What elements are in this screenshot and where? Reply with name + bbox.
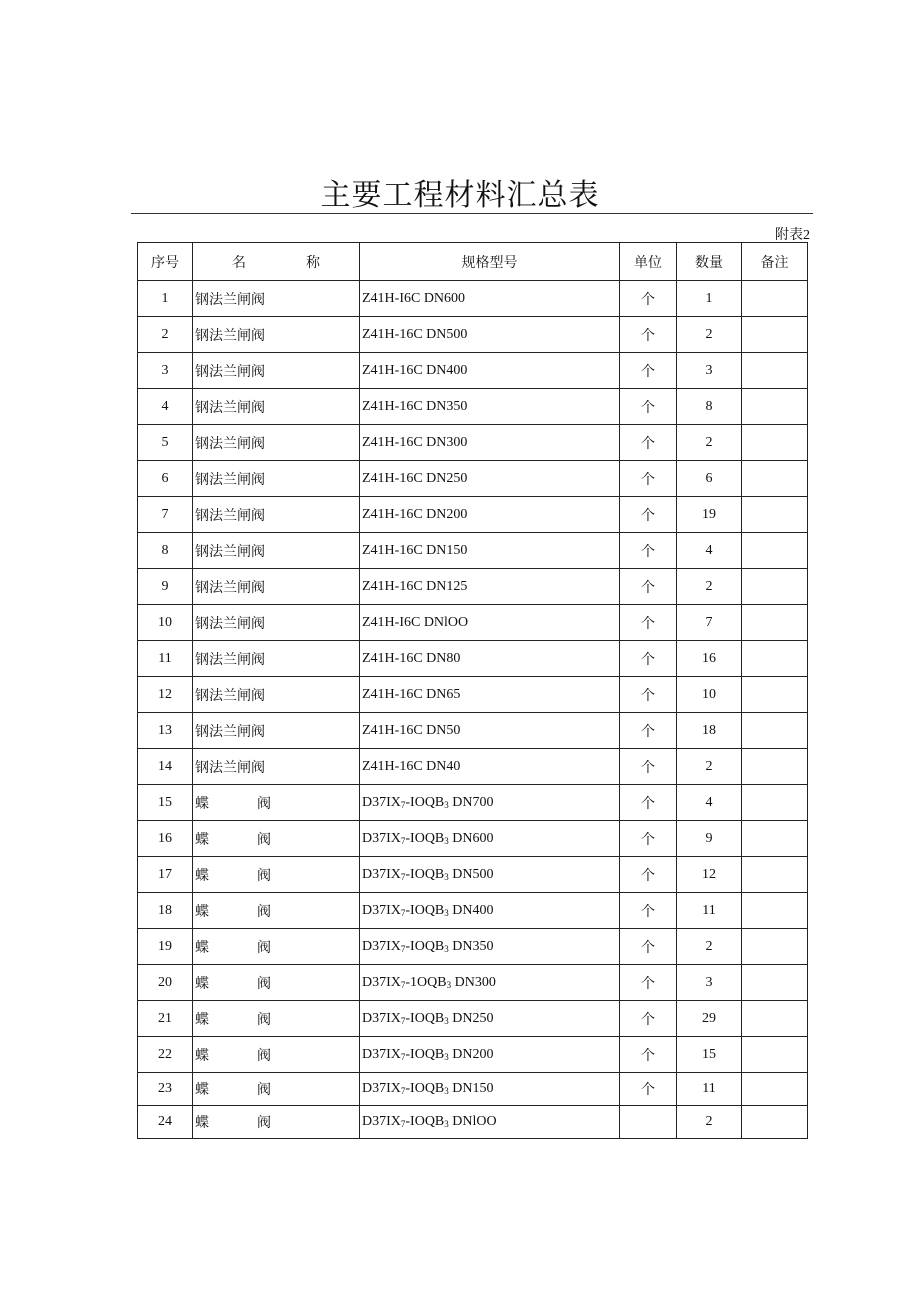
row-name: 钢法兰闸阀 [193, 461, 360, 497]
row-name: 钢法兰闸阀 [193, 713, 360, 749]
row-seq: 16 [138, 821, 193, 857]
butterfly-name-right: 阀 [257, 1048, 271, 1064]
spec-prefix: D37IX [362, 794, 401, 810]
row-seq: 2 [138, 317, 193, 353]
row-seq: 10 [138, 605, 193, 641]
table-row [138, 533, 808, 569]
page-title: 主要工程材料汇总表 [320, 178, 600, 213]
row-qty: 1 [677, 281, 742, 317]
row-unit: 个 [620, 497, 677, 533]
butterfly-name [195, 973, 271, 993]
row-spec [360, 785, 620, 821]
spec-prefix: D37IX [362, 830, 401, 846]
row-note [742, 389, 808, 425]
appendix-label: 附表2 [775, 228, 810, 243]
spec-middle: -IOQB [405, 866, 445, 882]
butterfly-name-right: 阀 [257, 1116, 271, 1131]
spec-prefix: D37IX [362, 938, 401, 954]
table-row [138, 1037, 808, 1073]
butterfly-name [195, 793, 271, 813]
row-unit: 个 [620, 1037, 677, 1073]
row-seq: 3 [138, 353, 193, 389]
header-note: 备注 [742, 243, 808, 281]
row-spec: Z41H-16C DN300 [360, 425, 620, 461]
row-qty: 2 [677, 749, 742, 785]
spec-size: DN200 [452, 1046, 494, 1062]
row-note [742, 677, 808, 713]
table-row [138, 641, 808, 677]
row-unit: 个 [620, 641, 677, 677]
row-unit: 个 [620, 749, 677, 785]
row-seq: 17 [138, 857, 193, 893]
row-seq: 13 [138, 713, 193, 749]
row-seq: 14 [138, 749, 193, 785]
spec-subscript-1: 7 [400, 871, 406, 882]
row-note [742, 1073, 808, 1106]
row-unit: 个 [620, 893, 677, 929]
butterfly-name [195, 901, 271, 921]
row-note [742, 929, 808, 965]
row-spec [360, 965, 620, 1001]
butterfly-name-right: 阀 [257, 1012, 271, 1028]
table-row [138, 317, 808, 353]
table-row [138, 929, 808, 965]
butterfly-name [195, 1045, 271, 1065]
row-qty: 2 [677, 317, 742, 353]
row-name [193, 857, 360, 893]
row-seq: 7 [138, 497, 193, 533]
butterfly-name-right: 阀 [257, 1083, 271, 1098]
table-row [138, 461, 808, 497]
row-note [742, 641, 808, 677]
butterfly-name-right: 阀 [257, 868, 271, 884]
spec-subscript-2: 3 [444, 943, 449, 954]
row-qty: 4 [677, 533, 742, 569]
row-unit: 个 [620, 605, 677, 641]
spec-subscript-2: 3 [444, 1051, 449, 1062]
row-spec [360, 1106, 620, 1139]
row-qty: 4 [677, 785, 742, 821]
row-seq: 24 [138, 1106, 193, 1139]
materials-table [137, 242, 808, 1139]
row-unit: 个 [620, 389, 677, 425]
butterfly-name-left: 蝶 [195, 940, 209, 956]
row-qty: 2 [677, 425, 742, 461]
butterfly-name-left: 蝶 [195, 1083, 209, 1098]
row-name [193, 965, 360, 1001]
row-qty: 2 [677, 569, 742, 605]
spec-middle: -IOQB [405, 1081, 445, 1096]
row-name: 钢法兰闸阀 [193, 497, 360, 533]
butterfly-name-left: 蝶 [195, 796, 209, 812]
row-name [193, 1106, 360, 1139]
row-spec: Z41H-16C DN125 [360, 569, 620, 605]
butterfly-name-right: 阀 [257, 904, 271, 920]
row-unit: 个 [620, 1073, 677, 1106]
butterfly-name-left: 蝶 [195, 1012, 209, 1028]
row-qty: 3 [677, 353, 742, 389]
spec-subscript-2: 3 [446, 979, 452, 990]
row-spec: Z41H-16C DN200 [360, 497, 620, 533]
row-seq: 12 [138, 677, 193, 713]
butterfly-name-right: 阀 [257, 796, 271, 812]
row-name: 钢法兰闸阀 [193, 389, 360, 425]
butterfly-name [195, 1112, 271, 1132]
row-unit: 个 [620, 929, 677, 965]
table-row [138, 497, 808, 533]
row-unit: 个 [620, 569, 677, 605]
row-note [742, 749, 808, 785]
row-name: 钢法兰闸阀 [193, 677, 360, 713]
row-seq: 6 [138, 461, 193, 497]
row-seq: 1 [138, 281, 193, 317]
butterfly-name [195, 937, 271, 957]
spec-subscript-1: 7 [400, 799, 406, 810]
row-qty: 10 [677, 677, 742, 713]
spec-size: DN300 [454, 974, 496, 990]
row-qty: 16 [677, 641, 742, 677]
row-qty: 9 [677, 821, 742, 857]
spec-size: DN350 [452, 938, 494, 954]
row-qty: 2 [677, 929, 742, 965]
row-name: 钢法兰闸阀 [193, 605, 360, 641]
butterfly-name-left: 蝶 [195, 868, 209, 884]
row-note [742, 965, 808, 1001]
row-note [742, 893, 808, 929]
spec-middle: -1OQB [405, 974, 447, 990]
header-name-right: 称 [306, 255, 320, 271]
spec-middle: -IOQB [405, 794, 445, 810]
row-spec [360, 857, 620, 893]
butterfly-name [195, 1079, 271, 1099]
row-qty: 11 [677, 893, 742, 929]
row-note [742, 857, 808, 893]
row-spec: Z41H-I6C DN600 [360, 281, 620, 317]
row-name [193, 821, 360, 857]
table-row [138, 1073, 808, 1106]
spec-subscript-2: 3 [444, 871, 449, 882]
butterfly-name [195, 865, 271, 885]
table-row [138, 353, 808, 389]
row-unit: 个 [620, 425, 677, 461]
row-qty: 12 [677, 857, 742, 893]
row-qty: 6 [677, 461, 742, 497]
spec-subscript-1: 7 [400, 1086, 406, 1096]
table-row [138, 821, 808, 857]
table-row [138, 893, 808, 929]
row-spec: Z41H-16C DN50 [360, 713, 620, 749]
row-spec [360, 1073, 620, 1106]
row-spec [360, 929, 620, 965]
table-row [138, 425, 808, 461]
row-qty: 7 [677, 605, 742, 641]
row-note [742, 569, 808, 605]
row-unit: 个 [620, 317, 677, 353]
row-name [193, 785, 360, 821]
row-name: 钢法兰闸阀 [193, 749, 360, 785]
spec-middle: -IOQB [405, 902, 445, 918]
butterfly-name-right: 阀 [257, 832, 271, 848]
butterfly-name-right: 阀 [257, 976, 271, 992]
row-name [193, 929, 360, 965]
row-spec [360, 1037, 620, 1073]
row-spec: Z41H-16C DN40 [360, 749, 620, 785]
table-row [138, 857, 808, 893]
row-name: 钢法兰闸阀 [193, 533, 360, 569]
row-unit: 个 [620, 677, 677, 713]
row-qty: 19 [677, 497, 742, 533]
row-note [742, 713, 808, 749]
row-unit: 个 [620, 857, 677, 893]
spec-middle: -IOQB [405, 1046, 445, 1062]
spec-subscript-2: 3 [444, 907, 449, 918]
row-unit: 个 [620, 533, 677, 569]
spec-prefix: D37IX [362, 866, 401, 882]
row-name: 钢法兰闸阀 [193, 569, 360, 605]
row-note [742, 533, 808, 569]
table-row [138, 281, 808, 317]
header-qty: 数量 [677, 243, 742, 281]
spec-middle: -IOQB [405, 1010, 445, 1026]
butterfly-name-left: 蝶 [195, 832, 209, 848]
table-row [138, 749, 808, 785]
row-seq: 5 [138, 425, 193, 461]
row-seq: 4 [138, 389, 193, 425]
spec-middle: -IOQB [405, 938, 445, 954]
butterfly-name [195, 829, 271, 849]
row-qty: 29 [677, 1001, 742, 1037]
spec-subscript-1: 7 [400, 835, 406, 846]
spec-middle: -IOQB [405, 830, 445, 846]
spec-prefix: D37IX [362, 974, 401, 990]
spec-subscript-2: 3 [444, 1119, 449, 1129]
row-seq: 20 [138, 965, 193, 1001]
spec-prefix: D37IX [362, 902, 401, 918]
spec-prefix: D37IX [362, 1081, 401, 1096]
butterfly-name [195, 1009, 271, 1029]
row-unit: 个 [620, 821, 677, 857]
row-note [742, 1001, 808, 1037]
row-spec: Z41H-16C DN250 [360, 461, 620, 497]
row-qty: 15 [677, 1037, 742, 1073]
row-unit: 个 [620, 353, 677, 389]
row-unit: 个 [620, 785, 677, 821]
spec-middle: -IOQB [405, 1114, 445, 1129]
row-seq: 11 [138, 641, 193, 677]
butterfly-name-left: 蝶 [195, 1116, 209, 1131]
spec-subscript-1: 7 [400, 943, 406, 954]
row-name [193, 1037, 360, 1073]
row-spec [360, 893, 620, 929]
row-note [742, 281, 808, 317]
row-note [742, 785, 808, 821]
row-qty: 8 [677, 389, 742, 425]
table-row [138, 605, 808, 641]
spec-prefix: D37IX [362, 1010, 401, 1026]
spec-subscript-1: 7 [400, 979, 406, 990]
row-spec [360, 821, 620, 857]
spec-size: DN500 [452, 866, 494, 882]
spec-size: DNlOO [452, 1114, 497, 1129]
spec-size: DN400 [452, 902, 494, 918]
row-spec: Z41H-16C DN65 [360, 677, 620, 713]
row-spec: Z41H-16C DN80 [360, 641, 620, 677]
row-note [742, 425, 808, 461]
row-note [742, 353, 808, 389]
spec-subscript-1: 7 [400, 1015, 406, 1026]
row-seq: 19 [138, 929, 193, 965]
butterfly-name-left: 蝶 [195, 904, 209, 920]
spec-subscript-1: 7 [400, 1119, 406, 1129]
row-name: 钢法兰闸阀 [193, 281, 360, 317]
row-note [742, 605, 808, 641]
header-spec: 规格型号 [360, 243, 620, 281]
spec-subscript-2: 3 [444, 1015, 449, 1026]
row-unit: 个 [620, 461, 677, 497]
table-row [138, 677, 808, 713]
spec-subscript-2: 3 [444, 1086, 449, 1096]
row-seq: 22 [138, 1037, 193, 1073]
row-seq: 21 [138, 1001, 193, 1037]
butterfly-name-left: 蝶 [195, 1048, 209, 1064]
row-qty: 2 [677, 1106, 742, 1139]
row-seq: 23 [138, 1073, 193, 1106]
table-header-row [138, 243, 808, 281]
spec-size: DN250 [452, 1010, 494, 1026]
row-unit: 个 [620, 281, 677, 317]
spec-subscript-1: 7 [400, 907, 406, 918]
butterfly-name-left: 蝶 [195, 976, 209, 992]
row-note [742, 821, 808, 857]
row-seq: 8 [138, 533, 193, 569]
row-spec: Z41H-16C DN350 [360, 389, 620, 425]
spec-prefix: D37IX [362, 1114, 401, 1129]
row-spec: Z41H-16C DN150 [360, 533, 620, 569]
spec-subscript-2: 3 [444, 835, 449, 846]
table-row [138, 785, 808, 821]
row-name [193, 1073, 360, 1106]
row-name: 钢法兰闸阀 [193, 425, 360, 461]
spec-subscript-1: 7 [400, 1051, 406, 1062]
row-note [742, 1037, 808, 1073]
row-qty: 3 [677, 965, 742, 1001]
spec-size: DN600 [452, 830, 494, 846]
row-note [742, 317, 808, 353]
table-row [138, 569, 808, 605]
table-row [138, 389, 808, 425]
row-name [193, 1001, 360, 1037]
row-unit: 个 [620, 713, 677, 749]
row-unit: 个 [620, 965, 677, 1001]
row-spec: Z41H-16C DN400 [360, 353, 620, 389]
row-name: 钢法兰闸阀 [193, 353, 360, 389]
row-spec: Z41H-16C DN500 [360, 317, 620, 353]
row-spec [360, 1001, 620, 1037]
table-row [138, 965, 808, 1001]
header-name-left: 名 [232, 255, 246, 271]
table-row [138, 1001, 808, 1037]
row-unit: 个 [620, 1001, 677, 1037]
title-rule [131, 213, 813, 214]
row-note [742, 461, 808, 497]
table-row [138, 713, 808, 749]
spec-subscript-2: 3 [444, 799, 449, 810]
header-unit: 单位 [620, 243, 677, 281]
row-name: 钢法兰闸阀 [193, 317, 360, 353]
row-note [742, 497, 808, 533]
row-note [742, 1106, 808, 1139]
row-spec: Z41H-I6C DNlOO [360, 605, 620, 641]
butterfly-name-right: 阀 [257, 940, 271, 956]
row-seq: 9 [138, 569, 193, 605]
spec-size: DN150 [452, 1081, 494, 1096]
header-seq: 序号 [138, 243, 193, 281]
table-row [138, 1106, 808, 1139]
header-name [193, 243, 360, 281]
row-qty: 11 [677, 1073, 742, 1106]
spec-size: DN700 [452, 794, 494, 810]
row-seq: 15 [138, 785, 193, 821]
row-seq: 18 [138, 893, 193, 929]
row-unit [620, 1106, 677, 1139]
row-name [193, 893, 360, 929]
row-name: 钢法兰闸阀 [193, 641, 360, 677]
row-qty: 18 [677, 713, 742, 749]
spec-prefix: D37IX [362, 1046, 401, 1062]
